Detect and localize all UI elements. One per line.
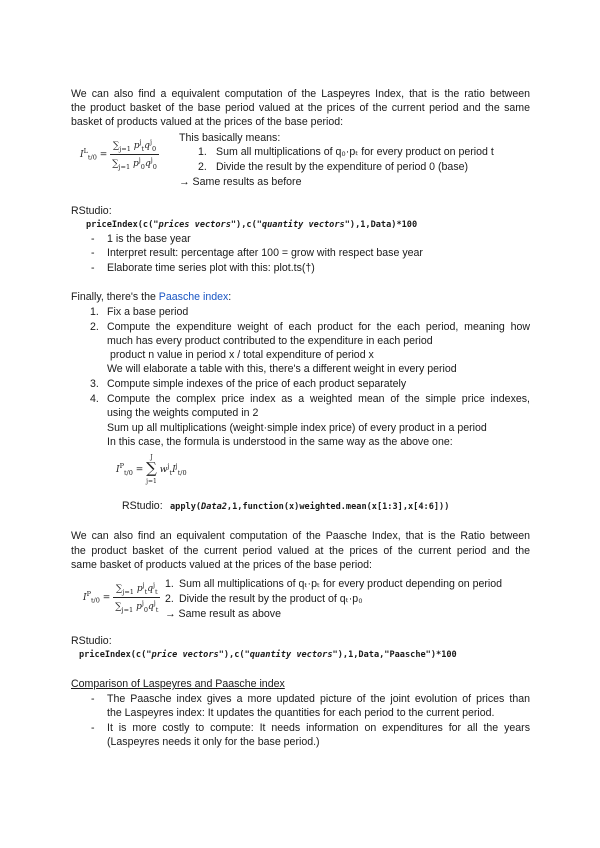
step-number-1: 1.: [165, 578, 174, 590]
item-number-4: 4.: [90, 393, 99, 405]
paasche-item-2-line-2: much has every product contributed to the expenditure in each period: [107, 335, 433, 347]
weighted-mean-formula: $I^P_{t/0} = J$ ∑ j=1 $w^j_tI^j_{t/0}$: [116, 454, 187, 485]
item-number-3: 3.: [90, 378, 99, 390]
comparison-bullet-2-line-1: It is more costly to compute: It needs information on expenditures for all the years: [107, 722, 530, 734]
comparison-bullet-1-line-1: The Paasche index gives a more updated picture of the joint evolution of prices than: [107, 693, 530, 705]
bullet-dash: -: [91, 693, 95, 705]
rstudio1-bullet-3: Elaborate time series plot with this: plot.ts(†): [107, 262, 315, 274]
laspeyres-step-2: Divide the result by the expenditure of period 0 (base): [216, 161, 469, 173]
paasche-eq-result: → Same result as above: [165, 608, 281, 620]
paasche-item-1: Fix a base period: [107, 306, 189, 318]
paasche-eq-intro-line-2: the product basket of the current period valued at the prices of the current period and the: [71, 545, 530, 557]
paasche-item-2-line-3: product n value in period x / total expenditure of period x: [110, 349, 374, 361]
rstudio-label-1: RStudio:: [71, 205, 112, 217]
laspeyres-intro-line-1: We can also find a equivalent computation of the Laspeyres Index, that is the ratio between: [71, 88, 530, 100]
step-number-2: 2.: [165, 593, 174, 605]
bullet-dash: -: [91, 247, 95, 259]
laspeyres-step-1: Sum all multiplications of q₀·pₜ for every product on period t: [216, 146, 494, 158]
item-number-2: 2.: [90, 321, 99, 333]
step-number-1: 1.: [198, 146, 207, 158]
rstudio-code-1: priceIndex(c("prices vectors"),c("quantity vectors"),1,Data)*100: [86, 220, 418, 230]
paasche-eq-step-1: Sum all multiplications of qₜ·pₜ for every product depending on period: [179, 578, 503, 590]
laspeyres-intro-line-2: the product basket of the base period valued at the prices of the current period and the same: [71, 102, 530, 114]
rstudio1-bullet-2: Interpret result: percentage after 100 = grow with respect base year: [107, 247, 423, 259]
paasche-index-link[interactable]: Paasche index: [158, 291, 229, 303]
paasche-item-2-line-4: We will elaborate a table with this, there's a different weight in every period: [107, 363, 457, 375]
paasche-intro: Finally, there's the Paasche index:: [71, 291, 232, 303]
rstudio1-bullet-1: 1 is the base year: [107, 233, 191, 245]
laspeyres-intro-line-3: basket of products valued at the prices of the base period:: [71, 116, 344, 128]
comparison-title: Comparison of Laspeyres and Paasche index: [71, 678, 285, 690]
paasche-item-2-line-1: Compute the expenditure weight of each product for the each period, meaning how: [107, 321, 530, 333]
comparison-bullet-2-line-2: (Laspeyres needs it only for the base period.): [107, 736, 320, 748]
paasche-item-4-line-4: In this case, the formula is understood in the same way as the above one:: [107, 436, 453, 448]
paasche-item-3: Compute simple indexes of the price of each product separately: [107, 378, 407, 390]
rstudio-code-apply: apply(Data2,1,function(x)weighted.mean(x[1:3],x[4:6])): [170, 502, 450, 512]
paasche-eq-step-2: Divide the result by the product of qₜ·p₀: [179, 593, 363, 605]
bullet-dash: -: [91, 722, 95, 734]
paasche-item-4-line-1: Compute the complex price index as a weighted mean of the simple price indexes,: [107, 393, 530, 405]
paasche-item-4-line-2: using the weights computed in 2: [107, 407, 259, 419]
paasche-formula: $I^P_{t/0}$ = $\frac{\sum_{j=1} p^j_tq^j_t}{\sum_{j=1} p^j_0q^j_t}$: [83, 581, 159, 614]
paasche-item-4-line-3: Sum up all multiplications (weight·simple index price) of every product in a period: [107, 422, 487, 434]
bullet-dash: -: [91, 233, 95, 245]
rstudio-code-paasche: priceIndex(c("price vectors"),c("quantity vectors"),1,Data,"Paasche")*100: [79, 650, 457, 660]
paasche-eq-intro-line-1: We can also find an equivalent computation of the Paasche Index, that is the Ratio between: [71, 530, 530, 542]
comparison-bullet-1-line-2: the Laspeyres index: It updates the quantities for each period to the current period.: [107, 707, 495, 719]
bullet-dash: -: [91, 262, 95, 274]
laspeyres-formula: $I^L_{t/0}$ = $\frac{\sum_{j=1} p^j_tq^j_0}{\sum_{j=1} p^j_0q^j_0}$: [80, 138, 157, 171]
rstudio-label-3: RStudio:: [71, 635, 112, 647]
laspeyres-result: → Same results as before: [179, 176, 302, 188]
means-label: This basically means:: [179, 132, 281, 144]
paasche-eq-intro-line-3: same basket of products valued at the prices of the base period:: [71, 559, 372, 571]
step-number-2: 2.: [198, 161, 207, 173]
item-number-1: 1.: [90, 306, 99, 318]
rstudio-label-2: RStudio:: [122, 500, 163, 512]
